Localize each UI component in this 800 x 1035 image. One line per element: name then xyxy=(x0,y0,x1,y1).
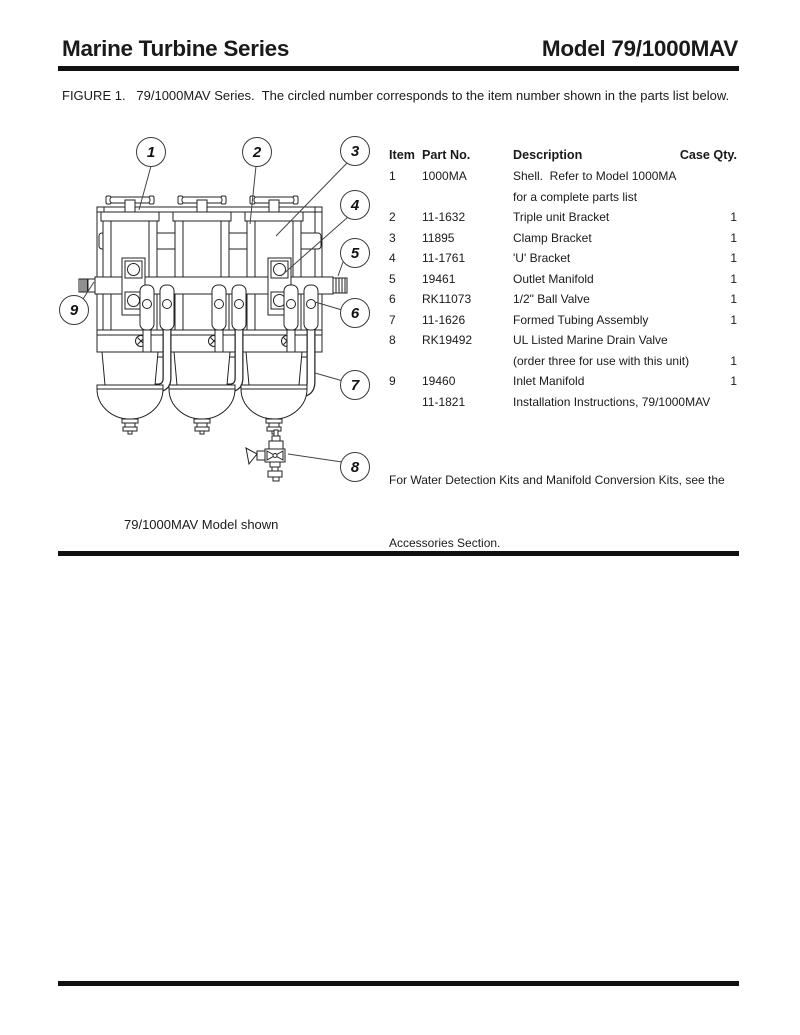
callout-1: 1 xyxy=(136,137,166,167)
cell-qty: 1 xyxy=(730,374,737,388)
marine-drain-valve xyxy=(246,430,285,481)
callout-8: 8 xyxy=(340,452,370,482)
table-row xyxy=(389,352,741,373)
cell-item: 1 xyxy=(389,169,396,183)
cell-part: 19461 xyxy=(422,271,456,286)
cell-part: 11-1632 xyxy=(422,210,466,224)
cell-item: 3 xyxy=(389,230,396,245)
callout-4: 4 xyxy=(340,190,370,220)
column-header-description: Description xyxy=(513,148,583,162)
cell-item: 7 xyxy=(389,312,396,327)
table-row xyxy=(389,290,741,311)
callout-5: 5 xyxy=(340,238,370,268)
column-header-qty: Case Qty. xyxy=(679,148,737,162)
cell-part: 11-1761 xyxy=(422,251,466,265)
table-row xyxy=(389,372,741,393)
cell-item: 8 xyxy=(389,333,396,347)
inlet-manifold-thread xyxy=(333,278,347,293)
footer-rule xyxy=(58,981,739,986)
table-row xyxy=(389,249,741,270)
page-title-series: Marine Turbine Series xyxy=(62,36,290,61)
cell-description: 'U' Bracket xyxy=(513,251,571,265)
table-row xyxy=(389,270,741,291)
cell-description: Clamp Bracket xyxy=(513,230,592,245)
table-row xyxy=(389,167,741,188)
callout-3: 3 xyxy=(340,136,370,166)
cell-part: 11-1821 xyxy=(422,394,466,409)
section-divider-rule xyxy=(58,551,739,556)
filter-shells xyxy=(102,352,302,385)
cell-description: Installation Instructions, 79/1000MAV xyxy=(513,394,711,409)
figure-label: FIGURE 1. 79/1000MAV Series. The circled number corresponds to the item number shown in the parts list below. xyxy=(62,88,730,103)
callout-9: 9 xyxy=(59,295,89,325)
cell-description: Triple unit Bracket xyxy=(513,210,610,224)
figure-caption: 79/1000MAV Model shown xyxy=(124,517,279,532)
cell-description: Formed Tubing Assembly xyxy=(513,312,649,327)
accessories-note-line-1: For Water Detection Kits and Manifold Conversion Kits, see the xyxy=(389,473,725,487)
cell-description: UL Listed Marine Drain Valve xyxy=(513,333,668,347)
table-row xyxy=(389,393,741,414)
table-row xyxy=(389,311,741,332)
cell-qty: 1 xyxy=(730,210,737,224)
cell-part: RK11073 xyxy=(422,292,472,306)
accessories-note-line-2: Accessories Section. xyxy=(389,536,501,550)
cell-item: 5 xyxy=(389,271,396,286)
callout-6: 6 xyxy=(340,298,370,328)
cell-qty: 1 xyxy=(730,292,737,306)
cell-description: for a complete parts list xyxy=(513,189,638,204)
collection-bowls xyxy=(97,385,307,434)
cell-part: 19460 xyxy=(422,374,456,388)
cell-description: 1/2" Ball Valve xyxy=(513,292,590,306)
cell-qty: 1 xyxy=(730,251,737,265)
cell-part: 11-1626 xyxy=(422,312,466,327)
cell-part: RK19492 xyxy=(422,333,473,347)
column-header-part: Part No. xyxy=(422,148,471,162)
cell-item: 9 xyxy=(389,374,396,388)
cell-description: Shell. Refer to Model 1000MA xyxy=(513,169,677,183)
page-title-model: Model 79/1000MAV xyxy=(541,36,738,61)
table-row xyxy=(389,229,741,250)
cell-qty: 1 xyxy=(730,271,737,286)
cell-qty: 1 xyxy=(730,230,737,245)
parts-table xyxy=(389,146,741,413)
cell-item: 6 xyxy=(389,292,396,306)
table-row xyxy=(389,188,741,209)
cell-description: (order three for use with this unit) xyxy=(513,353,690,368)
cell-item: 2 xyxy=(389,210,396,224)
table-header xyxy=(389,146,741,167)
table-row xyxy=(389,331,741,352)
callout-7: 7 xyxy=(340,370,370,400)
accessories-note xyxy=(389,428,725,596)
cell-part: 1000MA xyxy=(422,169,467,183)
cell-part: 11895 xyxy=(422,230,455,245)
table-row xyxy=(389,208,741,229)
cell-qty: 1 xyxy=(730,312,737,327)
cell-description: Outlet Manifold xyxy=(513,271,594,286)
parts-diagram xyxy=(55,130,395,540)
cell-qty: 1 xyxy=(730,353,737,368)
cell-item: 4 xyxy=(389,251,396,265)
header-rule xyxy=(58,66,739,71)
callout-2: 2 xyxy=(242,137,272,167)
cell-description: Inlet Manifold xyxy=(513,374,585,388)
column-header-item: Item xyxy=(389,148,415,162)
